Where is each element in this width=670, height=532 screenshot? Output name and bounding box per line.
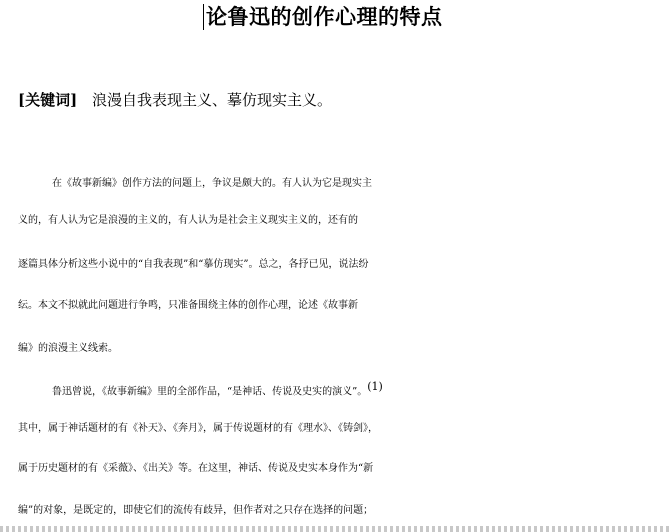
footnote-mark[interactable]: (1) [367, 380, 383, 393]
keywords-label: [关键词] [18, 91, 78, 109]
keywords-line [18, 86, 332, 114]
paragraph-line: 义的，有人认为它是浪漫的主义的，有人认为是社会主义现实主义的，还有的 [18, 215, 358, 226]
document-title: 论鲁迅的创作心理的特点 [206, 4, 443, 29]
paragraph-line: 属于历史题材的有《采薇》、《出关》等。在这里，神话、传说及史实本身作为“新 [18, 463, 374, 474]
paragraph-line [18, 371, 670, 403]
paragraph-line: 在《故事新编》创作方法的问题上，争议是颇大的。有人认为它是现实主 [52, 178, 372, 189]
keywords-text: 浪漫自我表现主义、摹仿现实主义。 [91, 91, 332, 109]
paragraph-line-text: 鲁迅曾说，《故事新编》里的全部作品，“是神话、传说及史实的演义”。 [52, 386, 368, 398]
page-edge [0, 526, 670, 532]
paragraph-line: 其中，属于神话题材的有《补天》、《奔月》，属于传说题材的有《理水》、《铸剑》， [18, 423, 378, 434]
paragraph-line: 纭。本文不拟就此问题进行争鸣，只准备围绕主体的创作心理，论述《故事新 [18, 300, 358, 311]
paragraph-line: 逐篇具体分析这些小说中的“自我表现”和“摹仿现实”。总之，各抒已见，说法纷 [18, 259, 369, 270]
text-cursor [203, 4, 204, 30]
paragraph-line: 编”的对象，是既定的，即使它们的流传有歧异，但作者对之只存在选择的问题； [18, 505, 374, 516]
paragraph-line: 编》的浪漫主义线索。 [18, 343, 118, 354]
